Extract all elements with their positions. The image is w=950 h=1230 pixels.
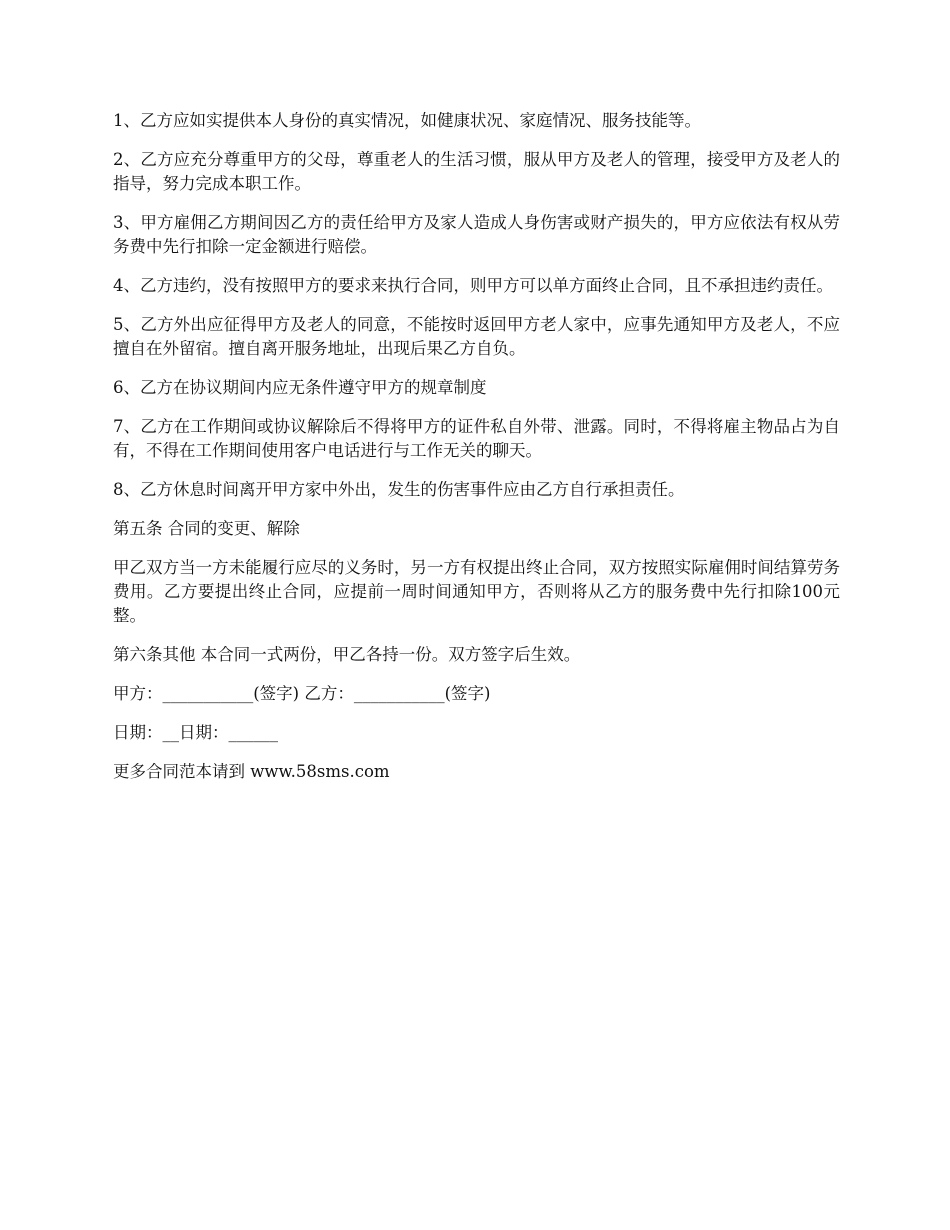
signature-line: 甲方：___________(签字) 乙方：___________(签字) xyxy=(113,684,491,703)
clause-4: 4、乙方违约，没有按照甲方的要求来执行合同，则甲方可以单方面终止合同，且不承担违约责任。 xyxy=(113,276,833,295)
clause-7: 7、乙方在工作期间或协议解除后不得将甲方的证件私自外带、泄露。同时，不得将雇主物品占为自有，不得在工作期间使用客户电话进行与工作无关的聊天。 xyxy=(113,417,840,460)
clause-2: 2、乙方应充分尊重甲方的父母，尊重老人的生活习惯，服从甲方及老人的管理，接受甲方及老人的指导，努力完成本职工作。 xyxy=(113,150,840,193)
clause-6: 6、乙方在协议期间内应无条件遵守甲方的规章制度 xyxy=(113,378,487,397)
document-body xyxy=(113,109,840,799)
clause-8: 8、乙方休息时间离开甲方家中外出，发生的伤害事件应由乙方自行承担责任。 xyxy=(113,480,685,499)
date-line: 日期：__日期：______ xyxy=(113,723,278,742)
clause-3: 3、甲方雇佣乙方期间因乙方的责任给甲方及家人造成人身伤害或财产损失的，甲方应依法有权从劳务费中先行扣除一定金额进行赔偿。 xyxy=(113,213,840,256)
clause-1: 1、乙方应如实提供本人身份的真实情况，如健康状况、家庭情况、服务技能等。 xyxy=(113,111,701,130)
footer-more-templates: 更多合同范本请到 www.58sms.com xyxy=(113,762,390,781)
termination-paragraph: 甲乙双方当一方未能履行应尽的义务时，另一方有权提出终止合同，双方按照实际雇佣时间结算劳务费用。乙方要提出终止合同，应提前一周时间通知甲方，否则将从乙方的服务费中先行扣除100元整。 xyxy=(113,558,840,625)
section-heading-article-5: 第五条 合同的变更、解除 xyxy=(113,519,300,538)
article-6-paragraph: 第六条其他 本合同一式两份，甲乙各持一份。双方签字后生效。 xyxy=(113,645,581,664)
clause-5: 5、乙方外出应征得甲方及老人的同意，不能按时返回甲方老人家中，应事先通知甲方及老人，不应擅自在外留宿。擅自离开服务地址，出现后果乙方自负。 xyxy=(113,315,840,358)
